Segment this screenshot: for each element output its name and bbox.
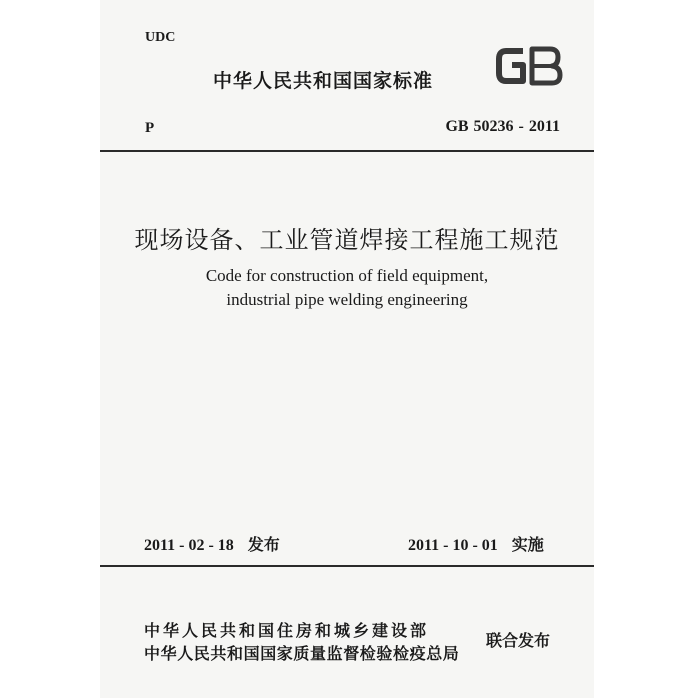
gb-logo-icon	[493, 42, 565, 90]
issue-date: 2011 - 02 - 18	[144, 537, 234, 554]
book-cover	[100, 0, 594, 698]
effective-date: 2011 - 10 - 01	[408, 537, 498, 554]
title-chinese: 现场设备、工业管道焊接工程施工规范	[134, 226, 560, 254]
joint-issue-label: 联合发布	[486, 631, 551, 650]
issue-date-row	[144, 532, 280, 555]
header-divider	[100, 150, 594, 152]
effective-date-row	[408, 532, 544, 555]
standard-number: GB 50236 - 2011	[445, 118, 560, 135]
footer-divider	[100, 565, 594, 567]
title-english-line1: Code for construction of field equipment,	[205, 266, 489, 285]
issuer-title: 中华人民共和国国家标准	[213, 70, 434, 92]
department-housing: 中华人民共和国住房和城乡建设部	[144, 621, 430, 640]
department-quality: 中华人民共和国国家质量监督检验检疫总局	[144, 644, 460, 663]
udc-label: UDC	[145, 30, 176, 45]
title-english-line2: industrial pipe welding engineering	[226, 290, 468, 309]
effective-label: 实施	[511, 535, 544, 554]
issue-label: 发布	[247, 535, 280, 554]
classification-code: P	[145, 120, 155, 136]
